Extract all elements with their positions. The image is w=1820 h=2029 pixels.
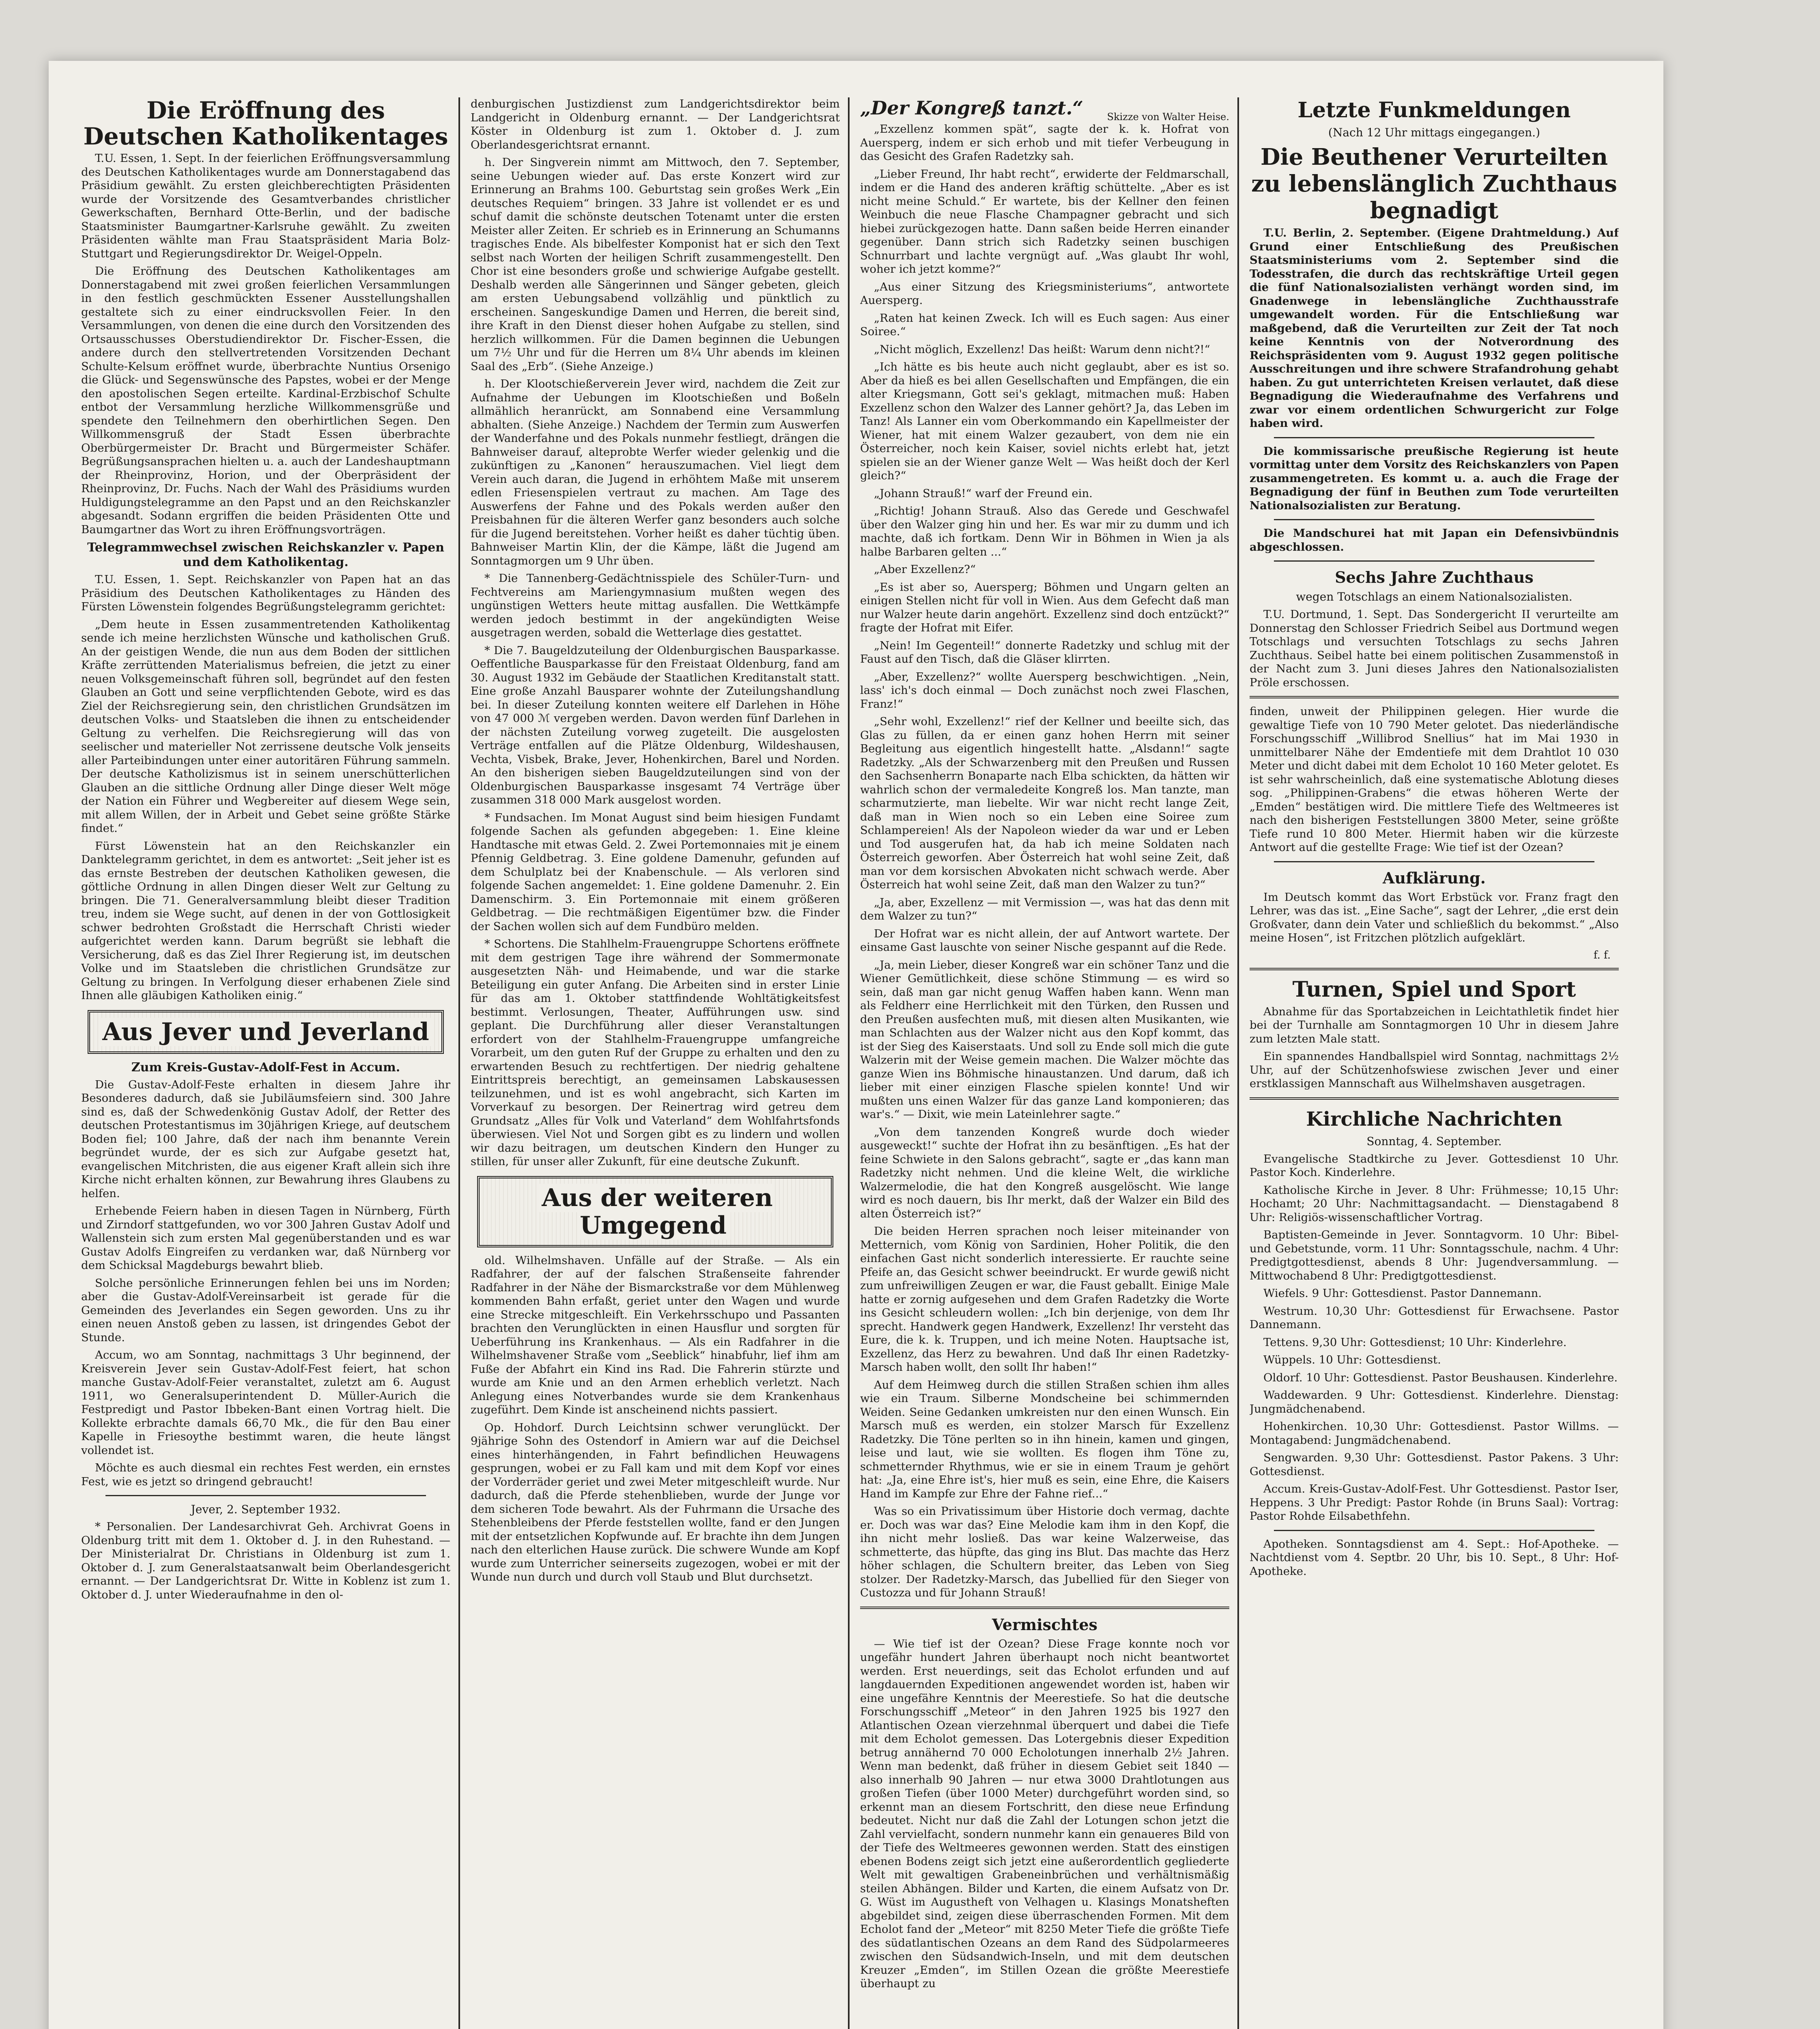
article-paragraph: „Raten hat keinen Zweck. Ich will es Euch sagen: Aus einer Soiree.“ bbox=[860, 311, 1229, 338]
article-paragraph: Die Eröffnung des Deutschen Katholikentages am Donnerstagabend mit zwei großen feierlichen Versammlungen in den festlich geschmückten Essener Ausstellungshallen gestaltete sich zu einer eindrucksvollen Feier. In den Versammlungen, von denen die eine durch den Vorsitzenden des Ortsausschusses Oberstudiendirektor Dr. Fischer-Essen, die andere durch den stellvertretenden Vorsitzenden Dechant Schulte-Kelsum eröffnet wurde, überbrachte Nuntius Orsenigo die Glück- und Segenswünsche des Papstes, wobei er der Menge den apostolischen Segen erteilte. Kardinal-Erzbischof Schulte entbot der Versammlung herzliche Willkommensgrüße und spendete den Teilnehmern den oberhirtlichen Segen. Den Willkommensgruß der Stadt Essen überbrachte Oberbürgermeister Dr. Bracht und Bürgermeister Schäfer. Begrüßungsansprachen hielten u. a. auch der Landeshauptmann der Rheinprovinz, Horion, und der Oberpräsident der Rheinprovinz, Dr. Fuchs. Nach der Wahl des Präsidiums wurden Huldigungstelegramme an den Papst und an den Reichskanzler abgesandt. Sodann ergriffen die beiden Präsidenten Otte und Baumgartner das Wort zu ihren Eröffnungsvorträgen. bbox=[81, 265, 450, 536]
feuilleton-byline: Skizze von Walter Heise. bbox=[1107, 111, 1229, 123]
article-headline: Die Beuthener Verurteilten zu lebenslänglich Zuchthaus begnadigt bbox=[1251, 144, 1617, 224]
column-rule bbox=[848, 97, 850, 2029]
article-paragraph: „Johann Strauß!“ warf der Freund ein. bbox=[874, 487, 1093, 500]
section-heading: Letzte Funkmeldungen bbox=[1297, 98, 1571, 123]
article-paragraph: „Ja, aber, Exzellenz — mit Vermission —, was hat das denn mit dem Walzer zu tun?“ bbox=[860, 896, 1229, 922]
article-paragraph: Was so ein Privatissimum über Historie doch vermag, dachte er. Doch was war das? Eine Melodie kam ihm in den Kopf, die ihn nicht mehr losließ. Das war keine Walzerweise, das schmetterte, das hüpfte, das ging ins Blut. Das machte das Herz höher schlagen, die Schultern breiter, das Leben von Sieg stolzer. Der Radetzky-Marsch, das Jubellied für den Sieger von Custozza und für Johann Strauß! bbox=[860, 1505, 1229, 1599]
article-paragraph: * Fundsachen. Im Monat August sind beim hiesigen Fundamt folgende Sachen als gefunden abgegeben: 1. Eine kleine Handtasche mit etwas Geld. 2. Zwei Portemonnaies mit je einem Pfennig Geldbetrag. 3. Eine goldene Damenuhr, gefunden auf dem Schulplatz bei der Knabenschule. — Als verloren sind folgende Sachen angemeldet: 1. Eine goldene Damenuhr. 2. Ein Damenschirm. 3. Ein Portemonnaie mit einem größeren Geldbetrag. — Die rechtmäßigen Eigentümer bzw. die Finder der Sachen wollen sich auf dem Fundbüro melden. bbox=[471, 811, 840, 933]
article-paragraph: h. Der Klootschießerverein Jever wird, nachdem die Zeit zur Aufnahme der Uebungen im Klootschießen und Boßeln allmählich heranrückt, am Sonnabend eine Versammlung abhalten. (Siehe Anzeige.) Nachdem der Termin zum Auswerfen der Wanderfahne und des Pokals nunmehr festliegt, drängen die Bahnweiser darauf, alteprobte Werfer wieder gelenkig und die zukünftigen zu „Kanonen“ herauszumachen. Viel liegt dem Verein auch daran, die Jugend in erhöhtem Maße mit unserem edlen Friesenspielen vertraut zu machen. Am Tage des Auswerfens der Fahne und des Pokals werden außer den Preisbahnen für die älteren Werfer ganz besonders auch solche für die Jugend bereitstehen. Vorher heißt es daher tüchtig üben. Bahnweiser Martin Klin, der die Kämpe, läßt die Jugend am Sonntagmorgen um 9 Uhr üben. bbox=[471, 377, 840, 567]
divider bbox=[860, 1607, 1229, 1609]
article-paragraph: Abnahme für das Sportabzeichen in Leichtathletik findet hier bei der Turnhalle am Sonntagmorgen 10 Uhr in diesem Jahre zum letzten Male statt. bbox=[1250, 1005, 1619, 1045]
article-subheading: Zum Kreis-Gustav-Adolf-Fest in Accum. bbox=[131, 1060, 400, 1075]
article-paragraph: „Von dem tanzenden Kongreß wurde doch wieder ausgeweckt!“ suchte der Hofrat ihn zu besänftigen. „Es hat der feine Schwiete in den Salons gebracht“, sagte er „das kann man Radetzky nicht nehmen. Und die kleine Welt, die wirkliche Walzermelodie, die hat den Kongreß ausgelöscht. Wie lange wird es noch dauern, bis Ihr merkt, daß der Walzer ein Bild des alten Österreich ist?“ bbox=[860, 1125, 1229, 1220]
divider bbox=[1250, 968, 1619, 970]
article-paragraph: T.U. Dortmund, 1. Sept. Das Sondergericht II verurteilte am Donnerstag den Schlosser Friedrich Seibel aus Dortmund wegen Totschlags und versuchten Totschlags zu sechs Jahren Zuchthaus. Seibel hatte bei einem politischen Zusammenstoß in der Nacht zum 3. Juni dieses Jahres den Nationalsozialisten Pröle erschossen. bbox=[1250, 608, 1619, 689]
article-paragraph: Die Mandschurei hat mit Japan ein Defensivbündnis abgeschlossen. bbox=[1250, 527, 1619, 554]
article-paragraph: * Die 7. Baugeldzuteilung der Oldenburgischen Bausparkasse. Oeffentliche Bausparkasse für den Freistaat Oldenburg, fand am 30. August 1932 im Gebäude der Staatlichen Kreditanstalt statt. Eine große Anzahl Bausparer wohnte der Zuteilungshandlung bei. In dieser Zuteilung konnten weitere elf Darlehen in Höhe von 47 000 ℳ vergeben werden. Davon werden fünf Darlehen in der nächsten Zuteilung vorweg zugeteilt. Die ausgelosten Verträge entfallen auf die Plätze Oldenburg, Wildeshausen, Vechta, Visbek, Brake, Jever, Hohenkirchen, Barel und Norden. An den bisherigen sieben Baugeldzuteilungen sind von der Oldenburgischen Bausparkasse insgesamt 74 Verträge über zusammen 318 000 Mark ausgelost worden. bbox=[471, 644, 840, 806]
article-paragraph: Auf dem Heimweg durch die stillen Straßen schien ihm alles wie ein Traum. Silberne Mondscheine bei schimmernden Weiden. Seine Gedanken umkreisten nur den einen Wunsch. Ein Marsch muß es werden, ein stolzer Marsch für Exzellenz Radetzky. Die Töne perlten so in ihn hinein, kamen und gingen, leise und laut, wie sie wollten. Es flogen ihm Töne zu, schmetternder Rhythmus, wie er sie in einem Traum je gehört hat: „Ja, eine Ehre ist's, hier muß es sein, eine Ehre, die Kaisers Hand im Kampfe zur Ehre der Fahne rief...“ bbox=[860, 1378, 1229, 1500]
section-heading: Kirchliche Nachrichten bbox=[1306, 1107, 1562, 1131]
article-subheading: wegen Totschlags an einem Nationalsozialisten. bbox=[1296, 590, 1573, 603]
section-banner-text: Aus Jever und Jeverland bbox=[98, 1018, 433, 1046]
pharmacy-notice: Apotheken. Sonntagsdienst am 4. Sept.: Hof-Apotheke. — Nachtdienst vom 4. Septbr. 20 Uhr, bis 10. Sept., 8 Uhr: Hof-Apotheke. bbox=[1250, 1537, 1619, 1578]
section-subheading: (Nach 12 Uhr mittags eingegangen.) bbox=[1328, 126, 1540, 139]
article-subheading: Telegrammwechsel zwischen Reichskanzler v. Papen und dem Katholikentag. bbox=[87, 541, 445, 569]
section-subheading: Sonntag, 4. September. bbox=[1366, 1134, 1502, 1148]
article-paragraph: denburgischen Justizdienst zum Landgerichtsdirektor beim Landgericht in Oldenburg ernannt. — Der Landgerichtsrat Köster in Oldenburg ist zum 1. Oktober d. J. zum Oberlandesgerichtsrat ernannt. bbox=[471, 97, 840, 151]
church-notice: Katholische Kirche in Jever. 8 Uhr: Frühmesse; 10,15 Uhr: Hochamt; 20 Uhr: Nachmittagsandacht. — Dienstagabend 8 Uhr: Religiös-wissenschaftlicher Vortrag. bbox=[1250, 1183, 1619, 1224]
article-paragraph: Fürst Löwenstein hat an den Reichskanzler ein Danktelegramm gerichtet, in dem es antwortet: „Seit jeher ist es das ernste Bestreben der deutschen Katholiken gewesen, die göttliche Ordnung in allen Dingen dieser Welt zur Geltung zu bringen. Die 71. Generalversammlung bleibt dieser Tradition treu, indem sie Wege sucht, auf denen in der von Gottlosigkeit schwer bedrohten Großstadt die Herrschaft Christi wieder aufgerichtet werden kann. Darum begrüßt sie lebhaft die Versicherung, daß es das Ziel Ihrer Regierung ist, im deutschen Volke und im Staatsleben die christlichen Grundsätze zur Geltung zu bringen. In Verfolgung dieser erhabenen Ziele sind Ihnen alle gläubigen Katholiken einig.“ bbox=[81, 839, 450, 1002]
article-paragraph: „Nein! Im Gegenteil!“ donnerte Radetzky und schlug mit der Faust auf den Tisch, daß die Gläser klirrten. bbox=[860, 639, 1229, 666]
article-paragraph: — Wie tief ist der Ozean? Diese Frage konnte noch vor ungefähr hundert Jahren überhaupt noch nicht beantwortet werden. Erst neuerdings, seit das Echolot erfunden und auf langdauernden Expeditionen angewendet worden ist, haben wir eine ungefähre Kenntnis der Meerestiefe. So hat die deutsche Forschungsschiff „Meteor“ in den Jahren 1925 bis 1927 den Atlantischen Ozean vierzehnmal überquert und dabei die Tiefe mit dem Echolot gemessen. Das Lotergebnis dieser Expedition betrug annähernd 70 000 Echolotungen innerhalb 2½ Jahren. Wenn man bedenkt, daß früher in diesem Gebiet seit 1840 — also innerhalb 90 Jahren — nur etwa 3000 Drahtlotungen aus großen Tiefen (über 1000 Meter) durchgeführt worden sind, so erkennt man an diesem Fortschritt, den diese neue Erfindung bedeutet. Nicht nur daß die Zahl der Lotungen schon jetzt die Zahl vervielfacht, sondern nunmehr kann ein genaueres Bild von der Tiefe des Weltmeeres gewonnen werden. Statt des einstigen ebenen Bodens zeigt sich jetzt eine außerordentlich gegliederte Welt mit gewaltigen Grabeneinbrüchen und verhältnismäßig steilen Abhängen. Bilder und Karten, die einem Aufsatz von Dr. G. Wüst im Augustheft von Velhagen u. Klasings Monatsheften abgebildet sind, zeigen diese überraschenden Formen. Mit dem Echolot fand der „Meteor“ mit 8250 Meter Tiefe die größte Tiefe des südatlantischen Ozeans an dem Rand des Südpolarmeeres zwischen den Südsandwich-Inseln, und mit dem deutschen Kreuzer „Emden“, im Stillen Ozean die größte Meerestiefe überhaupt zu bbox=[860, 1637, 1229, 1990]
feuilleton-header bbox=[860, 97, 1229, 123]
article-paragraph: „Aber Exzellenz?“ bbox=[874, 563, 976, 576]
article-headline: Aufklärung. bbox=[1383, 868, 1486, 887]
article-paragraph: Die kommissarische preußische Regierung ist heute vormittag unter dem Vorsitz des Reichskanzlers von Papen zusammengetreten. Es kommt u. a. auch die Frage der Begnadigung der fünf in Beuthen zum Tode verurteilten Nationalsozialisten zur Beratung. bbox=[1250, 444, 1619, 512]
divider bbox=[105, 1495, 426, 1496]
divider bbox=[1274, 519, 1594, 520]
signature: f. f. bbox=[1593, 949, 1611, 961]
article-paragraph: Erhebende Feiern haben in diesen Tagen in Nürnberg, Fürth und Zirndorf stattgefunden, wo vor 300 Jahren Gustav Adolf und Wallenstein sich zum ersten Mal gegenüberstanden und es war Gustav Adolfs Eingreifen zu verdanken war, daß Nürnberg vor dem Schicksal Magdeburgs bewahrt blieb. bbox=[81, 1204, 450, 1272]
church-notice: Tettens. 9,30 Uhr: Gottesdienst; 10 Uhr: Kinderlehre. bbox=[1263, 1335, 1567, 1349]
article-paragraph: Der Hofrat war es nicht allein, der auf Antwort wartete. Der einsame Gast lauschte von seiner Nische gespannt auf die Rede. bbox=[860, 927, 1229, 954]
article-headline: Sechs Jahre Zuchthaus bbox=[1335, 568, 1534, 586]
article-paragraph: „Ja, mein Lieber, dieser Kongreß war ein schöner Tanz und die Wiener Gemütlichkeit, diese schöne Stimmung — es wird so sein, daß man gar nicht genug Waffen haben kann. Wenn man als Feldherr eine Herrlichkeit mit den Türken, den Russen und den Preußen ausfechten muß, mit diesen alten Musikanten, wie man Schlachten aus der Walzer nicht aus den Kopf kommt, das ist der Sieg des Kaiserstaats. Und soll zu Ende soll mich die gute Walzerin mit der Weise gemein machen. Die Walzer möchte das ganze Wien ins Böhmische hinaustanzen. Und darum, daß ich lieber mit einer einzigen Flasche spielen konnte! Und wir mußten uns einen Walzer für das ganze Land komponieren; das war's.“ — Dixit, wie mein Lateinlehrer sagte.“ bbox=[860, 958, 1229, 1121]
article-paragraph: * Schortens. Die Stahlhelm-Frauengruppe Schortens eröffnete mit dem gestrigen Tage ihre während der Sommermonate ausgesetzten Näh- und Heimabende, und war die starke Beteiligung ein guter Anfang. Die Arbeiten sind in erster Linie für das am 1. Oktober stattfindende Wohltätigkeitsfest bestimmt. Verlosungen, Theater, Aufführungen usw. sind geplant. Die Durchführung aller dieser Veranstaltungen erfordert von der Stahlhelm-Frauengruppe umfangreiche Vorarbeit, um den guten Ruf der Gruppe zu erhalten und den zu erwartenden Besuch zu rechtfertigen. Der niedrig gehaltene Eintrittspreis berechtigt, an gemeinsamen Labskausessen teilzunehmen, und ist es wohl angebracht, sich Karten im Vorverkauf zu besorgen. Der Reinertrag wird getreu dem Grundsatz „Alles für Volk und Vaterland“ dem Wohlfahrtsfonds überwiesen. Viel Not und Sorgen gibt es zu lindern und wollen wir dazu beitragen, um deutschen Kindern den Hunger zu stillen, für unser aller Zukunft, für eine deutsche Zukunft. bbox=[471, 937, 840, 1168]
article-paragraph: T.U. Essen, 1. Sept. In der feierlichen Eröffnungsversammlung des Deutschen Katholikentages wurde am Donnerstagabend das Präsidium gewählt. Zu ersten gleichberechtigten Präsidenten wurde der Vorsitzende des Gesamtverbandes christlicher Gewerkschaften, Bernhard Otte-Berlin, und der badische Staatsminister Baumgartner-Karlsruhe gewählt. Zu zweiten Präsidenten wählte man Frau Staatspräsident Maria Bolz-Stuttgart und Regierungsdirektor Dr. Weigel-Oppeln. bbox=[81, 152, 450, 260]
column-2 bbox=[471, 97, 840, 2029]
article-paragraph: T.U. Essen, 1. Sept. Reichskanzler von Papen hat an das Präsidium des Deutschen Katholikentages zu Händen des Fürsten Löwenstein folgendes Begrüßungstelegramm gerichtet: bbox=[81, 573, 450, 613]
article-paragraph: h. Der Singverein nimmt am Mittwoch, den 7. September, seine Uebungen wieder auf. Das erste Konzert wird zur Erinnerung an Brahms 100. Geburtstag sein großes Werk „Ein deutsches Requiem“ bringen. 33 Jahre ist vollendet er es und schuf damit die schönste deutschen Totenamt unter die ersten Meister aller Zeiten. Er schrieb es in Erinnerung an Schumanns tragisches Ende. Als bibelfester Komponist hat er sich den Text selbst nach Worten der heiligen Schrift zusammengestellt. Den Chor ist eine besonders große und schwierige Aufgabe gestellt. Deshalb werden alle Sängerinnen und Sänger gebeten, gleich am ersten Uebungsabend vollzählig und pünktlich zu erscheinen. Sangeskundige Damen und Herren, die bereit sind, ihre Kraft in den Dienst dieser hohen Aufgabe zu stellen, sind herzlich willkommen. Für die Damen beginnen die Uebungen um 7½ Uhr und für die Herren um 8¼ Uhr abends im kleinen Saal des „Erb“. (Siehe Anzeige.) bbox=[471, 156, 840, 373]
section-heading: Vermischtes bbox=[992, 1615, 1098, 1634]
article-paragraph: Die Gustav-Adolf-Feste erhalten in diesem Jahre ihr Besonderes dadurch, daß sie Jubiläumsfeiern sind. 300 Jahre sind es, daß der Schwedenkönig Gustav Adolf, der Retter des deutschen Protestantismus im 30jährigen Kriege, auf deutschem Boden fiel; 100 Jahre, daß der nach ihm benannte Verein begründet wurde, der es sich zur Aufgabe gesetzt hat, evangelischen Mitchristen, die aus eigener Kraft allein sich ihre Kirche nicht erhalten können, zur Bewahrung ihres Glaubens zu helfen. bbox=[81, 1078, 450, 1200]
column-rule bbox=[1237, 97, 1239, 2029]
article-paragraph: „Aber, Exzellenz?“ wollte Auersperg beschwichtigen. „Nein, lass' ich's doch einmal — Doch zunächst noch zwei Flaschen, Franz!“ bbox=[860, 670, 1229, 711]
section-banner bbox=[88, 1010, 444, 1054]
article-paragraph: „Exzellenz kommen spät“, sagte der k. k. Hofrat von Auersperg, indem er sich erhob und mit tiefer Verbeugung in das Gesicht des Grafen Radetzky sah. bbox=[860, 123, 1229, 163]
column-4 bbox=[1250, 97, 1619, 2029]
section-banner-text: Aus der weiteren Umgegend bbox=[538, 1184, 772, 1240]
divider bbox=[1250, 1097, 1619, 1100]
article-paragraph: „Lieber Freund, Ihr habt recht“, erwiderte der Feldmarschall, indem er die Hand des anderen kräftig schüttelte. „Aber es ist nicht meine Schuld.“ Er wartete, bis der Kellner den feinen Weinbuch die neue Flasche Champagner gebracht und sich hiebei zurückgezogen hatte. Dann saßen beide Herren einander gegenüber. Dann strich sich Radetzky seinen buschigen Schnurrbart und lachte vergnügt auf. „Was glaubt Ihr wohl, woher ich jetzt komme?“ bbox=[860, 167, 1229, 276]
article-paragraph: Solche persönliche Erinnerungen fehlen bei uns im Norden; aber die Gustav-Adolf-Vereinsarbeit ist gerade für die Gemeinden des Jeverlandes ein Segen geworden. Uns zu ihr einen neuen Anstoß geben zu lassen, ist dringendes Gebot der Stunde. bbox=[81, 1276, 450, 1344]
section-banner bbox=[477, 1176, 833, 1247]
divider bbox=[1250, 696, 1619, 698]
article-paragraph: „Nicht möglich, Exzellenz! Das heißt: Warum denn nicht?!“ bbox=[874, 342, 1210, 356]
article-paragraph: Die beiden Herren sprachen noch leiser miteinander von Metternich, vom König von Sardinien, Hoher Politik, die den einfachen Gast nicht sonderlich interessierte. Er rauchte seine Pfeife an, das Gesicht schwer beeindruckt. Er wurde gewiß nicht zum unfreiwilligen Zeugen er war, die Faust geballt. Einige Male hatte er zornig aufgesehen und dem Grafen Radetzky die Worte ins Gesicht schleudern wollen: „Ich bin derjenige, von dem Ihr sprecht. Handwerk gegen Handwerk, Exzellenz! Ihr versteht das Eure, die k. k. Truppen, und ich meine Noten. Hauptsache ist, Exzellenz, das Herz zu bewahren. Und daß Ihr einen Radetzky-Marsch haben wollt, den sollt Ihr haben!“ bbox=[860, 1225, 1229, 1374]
church-notice: Accum. Kreis-Gustav-Adolf-Fest. Uhr Gottesdienst. Pastor Iser, Heppens. 3 Uhr Predigt: Pastor Rohde (in Bruns Saal): Vortrag: Pastor Rohde Eilsabethfehn. bbox=[1250, 1482, 1619, 1523]
column-1 bbox=[81, 97, 450, 2029]
article-paragraph: Möchte es auch diesmal ein rechtes Fest werden, ein ernstes Fest, wie es jetzt so dringend gebraucht! bbox=[81, 1461, 450, 1488]
church-notice: Hohenkirchen. 10,30 Uhr: Gottesdienst. Pastor Willms. — Montagabend: Jungmädchenabend. bbox=[1250, 1420, 1619, 1447]
article-paragraph: * Die Tannenberg-Gedächtnisspiele des Schüler-Turn- und Fechtvereins am Mariengymnasium mußten wegen des ungünstigen Wetters heute mittag ausfallen. Die Wettkämpfe werden jedoch bestimmt in der angekündigten Weise ausgetragen werden, sobald die Wetterlage dies gestattet. bbox=[471, 572, 840, 639]
divider bbox=[1274, 1530, 1594, 1531]
article-paragraph: finden, unweit der Philippinen gelegen. Hier wurde die gewaltige Tiefe von 10 790 Meter gelotet. Das niederländische Forschungsschiff „Willibrod Snellius“ hat im Mai 1930 in unmittelbarer Nähe der Emdentiefe mit dem Drahtlot 10 030 Meter und dicht dabei mit dem Echolot 10 160 Meter gelotet. Es ist sehr wahrscheinlich, daß eine systematische Ablotung dieses sog. „Philippinen-Grabens“ die etwas höheren Werte der „Emden“ bestätigen wird. Die mittlere Tiefe des Weltmeeres ist nach den bisherigen Feststellungen 3800 Meter, seine größte Tiefe rund 10 800 Meter. Hiermit haben wir die kürzeste Antwort auf die gestellte Frage: Wie tief ist der Ozean? bbox=[1250, 705, 1619, 854]
article-paragraph: old. Wilhelmshaven. Unfälle auf der Straße. — Als ein Radfahrer, der auf der falschen Straßenseite fahrender Radfahrer in der Nähe der Bismarckstraße vor dem Mühlenweg kommenden Bahn erfaßt, geriet unter den Wagen und wurde eine Strecke mitgeschleift. Ein Verkehrsschupo und Passanten brachten den Verunglückten in einen Hausflur und sorgten für Ueberführung ins Krankenhaus. — Als ein Radfahrer in die Wilhelmshavener Straße vom „Seeblick“ hinabfuhr, lief ihm am Fuße der Abfahrt ein Kind ins Rad. Die Fahrerin stürzte und wurde am Knie und an den Armen erheblich verletzt. Nach Anlegung eines Notverbandes wurde sie dem Krankenhaus zugeführt. Dem Kinde ist anscheinend nichts passiert. bbox=[471, 1254, 840, 1416]
article-paragraph: „Es ist aber so, Auersperg; Böhmen und Ungarn gelten an einigen Stellen nicht für voll in Wien. Aus dem Gefecht daß man nur Walzer heute darin angehört. Exzellenz sind doch entzückt?“ fragte der Hofrat mit Eifer. bbox=[860, 580, 1229, 634]
column-3 bbox=[860, 97, 1229, 2029]
church-notice: Westrum. 10,30 Uhr: Gottesdienst für Erwachsene. Pastor Dannemann. bbox=[1250, 1304, 1619, 1331]
article-paragraph: T.U. Berlin, 2. September. (Eigene Drahtmeldung.) Auf Grund einer Entschließung des Preußischen Staatsministeriums vom 2. September sind die Todesstrafen, die durch das rechtskräftige Urteil gegen die fünf Nationalsozialisten verhängt worden sind, im Gnadenwege in lebenslängliche Zuchthausstrafe umgewandelt worden. Für die Entschließung war maßgebend, daß die Verurteilten zur Zeit der Tat noch keine Kenntnis von der Notverordnung des Reichspräsidenten vom 9. August 1932 gegen politische Ausschreitungen und ihre schwere Strafandrohung gehabt haben. Zu gut unterrichteten Kreisen verlautet, daß diese Begnadigung die Wiederaufnahme des Verfahrens und zwar vor einem ordentlichen Schwurgericht zur Folge haben wird. bbox=[1250, 226, 1619, 430]
article-paragraph: „Sehr wohl, Exzellenz!“ rief der Kellner und beeilte sich, das Glas zu füllen, da er einen ganz hohen Herrn mit seiner Begleitung aus eigentlich hingestellt hatte. „Alsdann!“ sagte Radetzky. „Als der Schwarzenberg mit den Preußen und Russen den Sachsenherrn Bonaparte nach Elba schickten, da hätten wir wahrlich schon der vermaledeite Kongreß los. Man tanzte, man scharmutzierte, man liebelte. Wir war nicht recht lange Zeit, daß man in Wien noch so ein Leben eine Soiree zum Schlampereien! Als der Napoleon wieder da war und er Leben und Tod ausgerufen hat, da hab ich meine Soldaten nach Österreich geworfen. Aber Österreich hat wohl seine Zeit, daß man vor dem korsischen Abvokaten nicht schwach werde. Aber Österreich hat wohl seine Zeit, daß man den Walzer zu tun?“ bbox=[860, 715, 1229, 891]
article-paragraph: „Ich hätte es bis heute auch nicht geglaubt, aber es ist so. Aber da hieß es bei allen Gesellschaften und Empfängen, die ein alter Kriegsmann, Gott sei's geklagt, mitmachen muß: Haben Exzellenz schon den Walzer des Lanner gehört? Ja, das Leben im Tanz! Als Lanner ein vom Oberkommando ein Kapellmeister der Wiener, hat mit einem Walzer gezaubert, von dem nie ein Österreicher, noch kein Kaiser, soviel nichts erlebt hat, jetzt spielen sie an der Wiener ganze Welt — Was heißt doch der Kerl gleich?“ bbox=[860, 360, 1229, 482]
church-notice: Waddewarden. 9 Uhr: Gottesdienst. Kinderlehre. Dienstag: Jungmädchenabend. bbox=[1250, 1389, 1619, 1415]
article-paragraph: Ein spannendes Handballspiel wird Sonntag, nachmittags 2½ Uhr, auf der Schützenhofswiese zwischen Jever und einer erstklassigen Mannschaft aus Wilhelmshaven ausgetragen. bbox=[1250, 1050, 1619, 1090]
church-notice: Oldorf. 10 Uhr: Gottesdienst. Pastor Beushausen. Kinderlehre. bbox=[1263, 1371, 1618, 1384]
church-notice: Wiefels. 9 Uhr: Gottesdienst. Pastor Dannemann. bbox=[1263, 1287, 1542, 1300]
newspaper-page bbox=[49, 61, 1663, 2029]
church-notice: Sengwarden. 9,30 Uhr: Gottesdienst. Pastor Pakens. 3 Uhr: Gottesdienst. bbox=[1250, 1451, 1619, 1478]
article-paragraph: „Aus einer Sitzung des Kriegsministeriums“, antwortete Auersperg. bbox=[860, 280, 1229, 307]
dateline: Jever, 2. September 1932. bbox=[191, 1503, 341, 1516]
section-heading: Turnen, Spiel und Sport bbox=[1292, 977, 1576, 1002]
article-paragraph: Op. Hohdorf. Durch Leichtsinn schwer verunglückt. Der 9jährige Sohn des Ostendorf in Amiern war auf die Deichsel eines hinterhängenden, in Fahrt befindlichen Heuwagens gesprungen, wobei er zu Fall kam und mit dem Kopf vor eines der Vorderräder geriet und zwei Meter mitgeschleift wurde. Nur dadurch, daß die Pferde stehenblieben, wurde der Junge vor dem sicheren Tode bewahrt. Als der Fuhrmann die Ursache des Stehenbleibens der Pferde feststellen wollte, fand er den Jungen mit der entsetzlichen Kopfwunde auf. Er brachte ihn dem Jungen nach den elterlichen Hause zurück. Die schwere Wunde am Kopf wurde zum Unterricher seinerseits zugezogen, wobei er mit der Wunde nun durch und durch voll Staub und Blut durchsetzt. bbox=[471, 1421, 840, 1583]
divider bbox=[1274, 861, 1594, 862]
divider bbox=[1274, 560, 1594, 562]
article-paragraph: * Personalien. Der Landesarchivrat Geh. Archivrat Goens in Oldenburg tritt mit dem 1. Oktober d. J. in den Ruhestand. — Der Ministerialrat Dr. Christians in Oldenburg ist zum 1. Oktober d. J. zum Generalstaatsanwalt beim Oberlandesgericht ernannt. — Der Landgerichtsrat Dr. Witte in Koblenz ist zum 1. Oktober d. J. unter Wiederaufnahme in den ol- bbox=[81, 1520, 450, 1601]
church-notice: Wüppels. 10 Uhr: Gottesdienst. bbox=[1263, 1353, 1441, 1366]
church-notice: Baptisten-Gemeinde in Jever. Sonntagvorm. 10 Uhr: Bibel- und Gebetstunde, vorm. 11 Uhr: Sonntagsschule, nachm. 4 Uhr: Predigtgottesdienst, abends 8 Uhr: Jugendversammlung. — Mittwochabend 8 Uhr: Predigtgottesdienst. bbox=[1250, 1228, 1619, 1282]
article-paragraph: „Richtig! Johann Strauß. Also das Gerede und Geschwafel über den Walzer ging hin und her. Es war mir zu dumm und ich machte, daß ich fortkam. Denn Wir in Böhmen in Wien ja als halbe Barbaren gelten ...“ bbox=[860, 504, 1229, 558]
article-paragraph: „Dem heute in Essen zusammentretenden Katholikentag sende ich meine herzlichsten Wünsche und katholischen Gruß. An der geistigen Wende, die nun aus dem Boden der sittlichen Kräfte zerrüttenden Materialismus befreien, die jetzt zu einer neuen Volksgemeinschaft führen soll, begründet auf den festen Glauben an Gott und seine verpflichtenden Gebote, wird es das Ziel der Reichsregierung sein, den christlichen Grundsätzen im deutschen Volks- und Staatsleben die ihnen zu entscheidender Geltung zu verhelfen. Die Reichsregierung will das von seelischer und materieller Not zerrissene deutsche Volk jenseits aller Parteibindungen unter einer autoritären Führung sammeln. Der deutsche Katholizismus ist in seinem unerschütterlichen Glauben an die sittliche Ordnung aller Dinge dieser Welt möge der Nation ein Führer und Wegbereiter auf diesem Wege sein, mit allem Willen, der in Arbeit und Gebet seine größte Stärke findet.“ bbox=[81, 618, 450, 835]
column-rule bbox=[458, 97, 460, 2029]
article-paragraph: Im Deutsch kommt das Wort Erbstück vor. Franz fragt den Lehrer, was das ist. „Eine Sache“, sagt der Lehrer, „die erst dein Großvater, dann dein Vater und schließlich du bekommst.“ „Also meine Hosen“, ist Fritzchen plötzlich aufgeklärt. bbox=[1250, 890, 1619, 944]
church-notice: Evangelische Stadtkirche zu Jever. Gottesdienst 10 Uhr. Pastor Koch. Kinderlehre. bbox=[1250, 1152, 1619, 1179]
divider bbox=[1274, 437, 1594, 438]
article-headline: Die Eröffnung des Deutschen Katholikentages bbox=[83, 97, 448, 150]
feuilleton-title: „Der Kongreß tanzt.“ bbox=[860, 97, 1083, 119]
article-paragraph: Accum, wo am Sonntag, nachmittags 3 Uhr beginnend, der Kreisverein Jever sein Gustav-Adolf-Fest feiert, hat schon manche Gustav-Adolf-Feier veranstaltet, zuletzt am 6. August 1911, wo Generalsuperintendent D. Müller-Aurich die Festpredigt und Pastor Ibbeken-Bant einen Vortrag hielt. Die Kollekte erbrachte damals 66,70 Mk., die für den Bau einer Kapelle in Friesoythe bestimmt waren, die heute längst vollendet ist. bbox=[81, 1348, 450, 1457]
